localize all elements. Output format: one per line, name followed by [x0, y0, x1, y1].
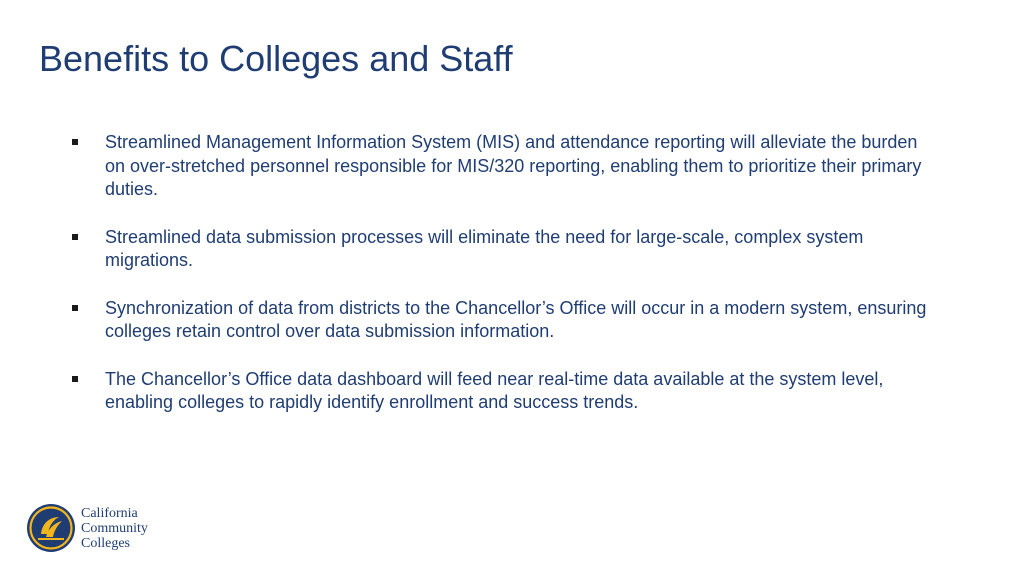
logo-line-1: California	[81, 506, 138, 521]
square-bullet-icon	[72, 139, 78, 145]
bullet-item	[72, 226, 932, 273]
logo-line-2: Community	[81, 521, 148, 536]
bullet-list	[72, 131, 932, 439]
bullet-text: Streamlined Management Information System (MIS) and attendance reporting will alleviate the burden on over-stretched personnel responsible for MIS/320 reporting, enabling them to prioritize their primary duties.	[105, 132, 922, 199]
bullet-item	[72, 131, 932, 202]
bullet-item	[72, 368, 932, 415]
california-community-colleges-logo	[26, 503, 166, 555]
square-bullet-icon	[72, 376, 78, 382]
bullet-text: The Chancellor’s Office data dashboard will feed near real-time data available at the system level, enabling colleges to rapidly identify enrollment and success trends.	[105, 368, 884, 412]
bullet-text: Synchronization of data from districts to the Chancellor’s Office will occur in a modern system, ensuring colleges retain control over data submission information.	[105, 297, 927, 341]
square-bullet-icon	[72, 305, 78, 311]
logo-line-3: Colleges	[81, 536, 130, 551]
square-bullet-icon	[72, 234, 78, 240]
logo-wordmark	[81, 506, 148, 551]
bullet-text: Streamlined data submission processes will eliminate the need for large-scale, complex system migrations.	[105, 226, 864, 270]
college-seal-icon	[26, 503, 76, 553]
slide-title: Benefits to Colleges and Staff	[39, 38, 513, 79]
bullet-item	[72, 297, 932, 344]
